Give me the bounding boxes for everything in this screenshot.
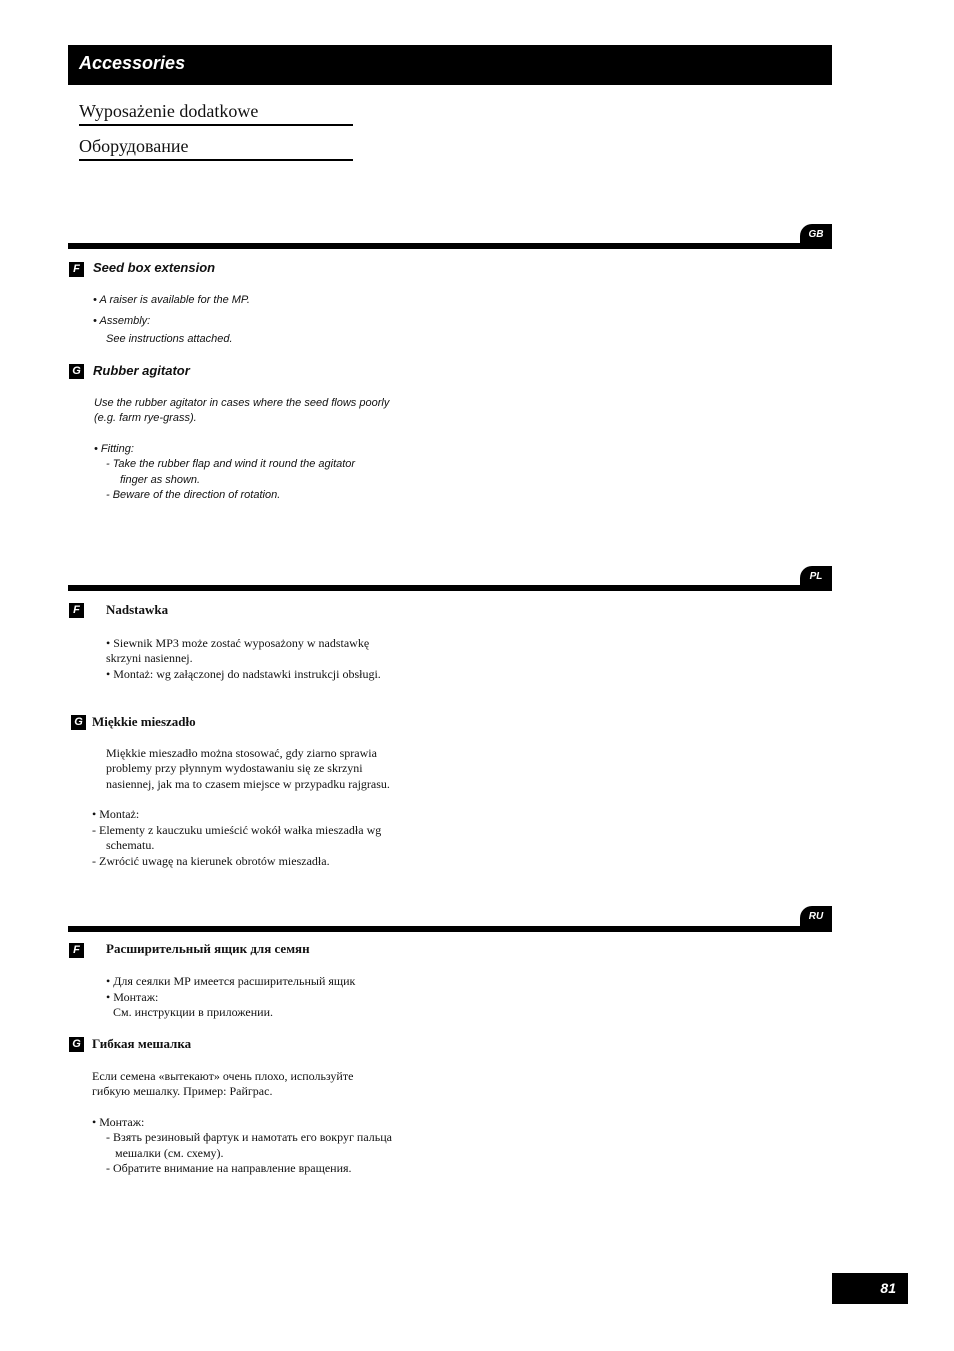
text-line: Use the rubber agitator in cases where the seed flows poorly: [94, 397, 390, 409]
text-line: • Montaż:: [92, 807, 140, 821]
subtitle-russian: Оборудование: [79, 135, 353, 161]
section-rule-gb: [68, 243, 832, 249]
section-heading: Гибкая мешалка: [92, 1036, 192, 1051]
text-line: • A raiser is available for the MP.: [93, 294, 250, 306]
text-line: Miękkie mieszadło można stosować, gdy ziarno sprawia: [106, 746, 377, 760]
text-line: • Assembly:: [93, 315, 151, 327]
text-line: (e.g. farm rye-grass).: [94, 412, 197, 424]
section-heading: Расширительный ящик для семян: [106, 941, 310, 956]
text-line: skrzyni nasiennej.: [106, 651, 193, 665]
text-line: • Монтаж:: [92, 1115, 145, 1129]
figure-letter-g: G: [71, 715, 86, 730]
header-bar: [68, 45, 832, 85]
language-tab-pl: PL: [800, 566, 832, 589]
text-line: See instructions attached.: [106, 333, 233, 345]
language-tab-gb: GB: [800, 224, 832, 247]
language-tab-ru: RU: [800, 906, 832, 929]
figure-letter-g: G: [69, 364, 84, 379]
text-line: finger as shown.: [120, 474, 201, 486]
text-line: schematu.: [106, 838, 155, 852]
text-line: - Обратите внимание на направление вращения.: [106, 1161, 352, 1175]
section-heading: Miękkie mieszadło: [92, 714, 196, 729]
section-rule-ru: [68, 926, 832, 932]
text-line: Если семена «вытекают» очень плохо, используйте: [92, 1069, 354, 1083]
text-line: - Zwrócić uwagę na kierunek obrotów mieszadła.: [92, 854, 330, 868]
section-rule-pl: [68, 585, 832, 591]
text-line: • Fitting:: [94, 443, 134, 455]
text-line: • Siewnik MP3 może zostać wyposażony w nadstawkę: [106, 636, 370, 650]
text-line: мешалки (см. схему).: [115, 1146, 224, 1160]
figure-letter-f: F: [69, 943, 84, 958]
text-line: гибкую мешалку. Пример: Райграс.: [92, 1084, 273, 1098]
section-heading: Nadstawka: [106, 602, 169, 617]
text-line: • Монтаж:: [106, 990, 159, 1004]
text-line: • Для сеялки МР имеется расширительный ящик: [106, 974, 356, 988]
page-title: Accessories: [79, 53, 186, 73]
text-line: - Beware of the direction of rotation.: [106, 489, 281, 501]
figure-letter-f: F: [69, 603, 84, 618]
text-line: См. инструкции в приложении.: [113, 1005, 274, 1019]
text-line: • Montaż: wg załączonej do nadstawki instrukcji obsługi.: [106, 667, 381, 681]
subtitle-polish: Wyposażenie dodatkowe: [79, 100, 353, 126]
text-line: problemy przy płynnym wydostawaniu się ze skrzyni: [106, 761, 363, 775]
figure-letter-f: F: [69, 262, 84, 277]
text-line: nasiennej, jak ma to czasem miejsce w przypadku rajgrasu.: [106, 777, 390, 791]
text-line: - Elementy z kauczuku umieścić wokół wałka mieszadła wg: [92, 823, 382, 837]
figure-letter-g: G: [69, 1037, 84, 1052]
section-heading: Rubber agitator: [93, 363, 190, 378]
text-line: - Take the rubber flap and wind it round the agitator: [106, 458, 356, 470]
text-line: - Взять резиновый фартук и намотать его вокруг пальца: [106, 1130, 392, 1144]
page-number: 81: [832, 1273, 908, 1304]
section-heading: Seed box extension: [93, 260, 216, 275]
